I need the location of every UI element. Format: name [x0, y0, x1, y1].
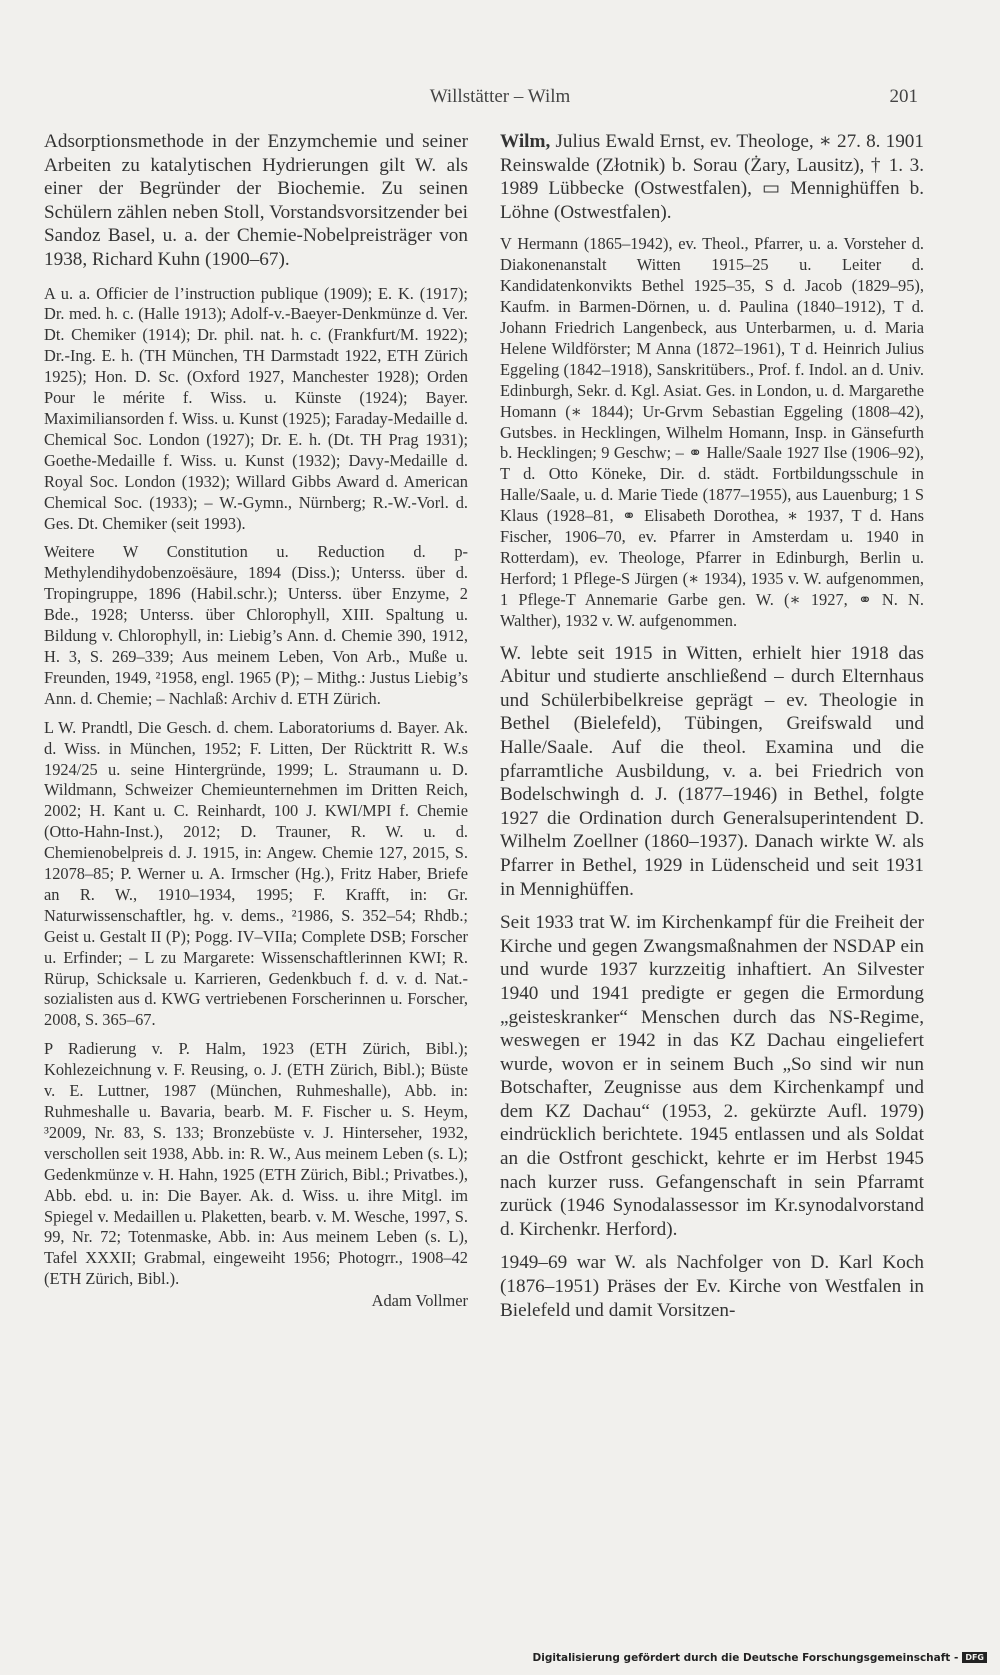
running-head: [0, 86, 1000, 110]
bio-paragraph-continued: Adsorptionsmethode in der Enzymchemie und seiner Arbeiten zu katalytischen Hydrierungen gilt W. als einer der Begründer der Biochemie. Zu seinen Schülern zählen neben Stoll, Vorstandsvorsitzender bei Sandoz Basel, u. a. der Chemie-Nobelpreisträger von 1938, Richard Kuhn (1900–67).: [44, 131, 468, 270]
literature-section: L W. Prandtl, Die Gesch. d. chem. Laboratoriums d. Bayer. Ak. d. Wiss. in München, 1952; F. Litten, Der Rücktritt R. W.s 1924/25 u. seine Hintergründe, 1999; L. Straumann u. D. Wildmann, Schweizer Chemieunternehmen im Dritten Reich, 2002; H. Kant u. C. Reinhardt, 100 J. KWI/MPI f. Chemie (Otto-Hahn-Inst.), 2012; D. Trauner, R. W. u. d. Chemienobelpreis d. J. 1915, in: Angew. Chemie 127, 2015, S. 12078–85; P. Werner u. A. Irmscher (Hg.), Fritz Haber, Briefe an R. W., 1910–1934, 1995; F. Krafft, in: Gr. Naturwissenschaftler, hg. v. dems., ²1986, S. 352–54; Rhdb.; Geist u. Gestalt II (P); Pogg. IV–VIIa; Complete DSB; Forscher u. Erfinder; – L zu Margarete: Wissenschaftlerinnen KWI; R. Rürup, Schicksale u. Karrieren, Gedenkbuch f. d. v. d. Nat.-sozialisten aus d. KWG vertriebenen Forscherinnen u. Forscher, 2008, S. 365–67.: [44, 717, 468, 1030]
bio-paragraph-1: W. lebte seit 1915 in Witten, erhielt hier 1918 das Abitur und studierte anschließend – durch Elternhaus und Schülerbibelkreise geprägt – ev. Theologie in Bethel (Bielefeld), Tübingen, Greifswald und Halle/Saale. Auf die theol. Examina und die pfarramtliche Ausbildung, v. a. bei Friedrich von Bodelschwingh d. J. (1877–1946) in Bethel, folgte 1927 die Ordination durch Generalsuperintendent D. Wilhelm Zoellner (1860–1937). Danach wirkte W. als Pfarrer in Bethel, 1929 in Lüdenscheid und seit 1931 in Mennighüffen.: [500, 642, 924, 900]
genealogy-section: V Hermann (1865–1942), ev. Theol., Pfarrer, u. a. Vorsteher d. Diakonenanstalt Witten 1915–25 u. Leiter d. Kandidatenkonvikts Bethel 1925–35, S d. Jacob (1829–95), Kaufm. in Barmen-Dörnen, u. d. Paulina (1840–1912), T d. Johann Friedrich Langenbeck, aus Unterbarmen, u. d. Maria Helene Wildförster; M Anna (1872–1961), T d. Heinrich Julius Eggeling (1842–1918), Sanskritübers., Prof. f. Indol. an d. Univ. Edinburgh, Sekr. d. Kgl. Asiat. Ges. in London, u. d. Margarethe Homann (∗ 1844); Ur-Grvm Sebastian Eggeling (1808–42), Gutsbes. in Hecklingen, Wilhelm Homann, Insp. in Gänsefurth b. Hecklingen; 9 Geschw; – ⚭ Halle/Saale 1927 Ilse (1906–92), T d. Otto Köneke, Dir. d. städt. Fortbildungsschule in Halle/Saale, u. d. Marie Tiede (1877–1955), aus Lauenburg; 1 S Klaus (1928–81, ⚭ Elisabeth Dorothea, ∗ 1937, T d. Hans Fischer, 1906–70, ev. Pfarrer in Amsterdam u. 1940 in Rotterdam), ev. Theologe, Pfarrer in Edinburgh, Berlin u. Herford; 1 Pflege-S Jürgen (∗ 1934), 1935 v. W. aufgenommen, 1 Pflege-T Annemarie Garbe gen. W. (∗ 1927, ⚭ N. N. Walther), 1932 v. W. aufgenommen.: [500, 234, 924, 630]
dfg-logo: DFG: [962, 1652, 987, 1663]
right-column: [500, 130, 924, 1322]
left-column: [44, 130, 468, 1311]
awards-section: A u. a. Officier de l’instruction publique (1909); E. K. (1917); Dr. med. h. c. (Halle 1913); Adolf-v.-Baeyer-Denkmünze d. Ver. Dt. Chemiker (1914); Dr. phil. nat. h. c. (Frankfurt/M. 1922); Dr.-Ing. E. h. (TH München, TH Darmstadt 1922, ETH Zürich 1925); Hon. D. Sc. (Oxford 1927, Manchester 1928); Orden Pour le mérite f. Wiss. u. Künste (1924); Bayer. Maximiliansorden f. Wiss. u. Kunst (1925); Faraday-Medaille d. Chemical Soc. London (1927); Dr. E. h. (Dt. TH Prag 1931); Goethe-Medaille f. Wiss. u. Kunst (1932); Davy-Medaille d. Royal Soc. London (1932); Willard Gibbs Award d. American Chemical Soc. (1933); – W.-Gymn., Nürnberg; R.-W.-Vorl. d. Ges. Dt. Chemiker (seit 1993).: [44, 283, 468, 533]
bio-paragraph-3: 1949–69 war W. als Nachfolger von D. Karl Koch (1876–1951) Präses der Ev. Kirche von Westfalen in Bielefeld und damit Vorsitzen-: [500, 1252, 924, 1321]
bio-paragraph-2: Seit 1933 trat W. im Kirchenkampf für die Freiheit der Kirche und gegen Zwangsmaßnahmen der NSDAP ein und wurde 1937 kurzzeitig inhaftiert. An Silvester 1940 und 1941 predigte er gegen die Ermordung „geisteskranker“ Menschen durch das NS-Regime, weswegen er 1942 in das KZ Dachau eingeliefert wurde, wovon er in seinem Buch „So sind wir nun Botschafter, Zeugnisse aus dem Kirchenkampf und dem KZ Dachau“ (1953, 2. gekürzte Aufl. 1979) eindrücklich berichtete. 1945 entlassen und als Soldat an die Ostfront geschickt, kehrte er im Herbst 1945 nach kurzer russ. Gefangenschaft in sein Pfarramt zurück (1946 Synodalassessor im Kr.synodalvorstand d. Kirchenkr. Herford).: [500, 912, 924, 1240]
digitization-credit: [0, 1652, 987, 1664]
credit-text: Digitalisierung gefördert durch die Deutsche Forschungsgemeinschaft -: [532, 1652, 959, 1664]
running-title: Willstätter – Wilm: [429, 86, 571, 107]
page-number: 201: [889, 86, 918, 107]
portraits-section: P Radierung v. P. Halm, 1923 (ETH Zürich, Bibl.); Kohlezeichnung v. F. Reusing, o. J. (ETH Zürich, Bibl.); Büste v. E. Luttner, 1987 (München, Ruhmeshalle), Abb. in: Ruhmeshalle u. Bavaria, bearb. M. F. Fischer u. S. Heym, ³2009, Nr. 83, S. 133; Bronzebüste v. J. Hinterseher, 1932, verschollen seit 1938, Abb. in: R. W., Aus meinem Leben (s. L); Gedenkmünze v. H. Hahn, 1925 (ETH Zürich, Bibl.; Privatbes.), Abb. ebd. u. in: Die Bayer. Ak. d. Wiss. u. ihre Mitgl. im Spiegel v. Medaillen u. Plaketten, bearb. v. M. Wesche, 1997, S. 99, Nr. 72; Totenmaske, Abb. in: Aus meinem Leben (s. L), Tafel XXXII; Grabmal, eingeweiht 1956; Photogrr., 1908–42 (ETH Zürich, Bibl.).: [44, 1039, 468, 1289]
entry-headword: Wilm,: [500, 131, 551, 152]
entry-headline: [500, 130, 924, 224]
works-section: Weitere W Constitution u. Reduction d. p-Methylendihydobenzoësäure, 1894 (Diss.); Unterss. über d. Tropingruppe, 1896 (Habil.schr.); Unterss. über Enzyme, 2 Bde., 1928; Unterss. über Chlorophyll, XIII. Spaltung u. Bildung v. Chlorophyll, in: Liebig’s Ann. d. Chemie 390, 1912, H. 3, S. 269–339; Aus meinem Leben, Von Arb., Muße u. Freunden, 1949, ²1958, engl. 1965 (P); – Mithg.: Justus Liebig’s Ann. d. Chemie; – Nachlaß: Archiv d. ETH Zürich.: [44, 542, 468, 708]
entry-headline-rest: Julius Ewald Ernst, ev. Theologe, ∗ 27. 8. 1901 Reinswalde (Złotnik) b. Sorau (Żary, Lausitz), † 1. 3. 1989 Lübbecke (Ostwestfalen), ▭ Mennighüffen b. Löhne (Ostwestfalen).: [500, 131, 924, 223]
author-signature: Adam Vollmer: [371, 1291, 468, 1311]
